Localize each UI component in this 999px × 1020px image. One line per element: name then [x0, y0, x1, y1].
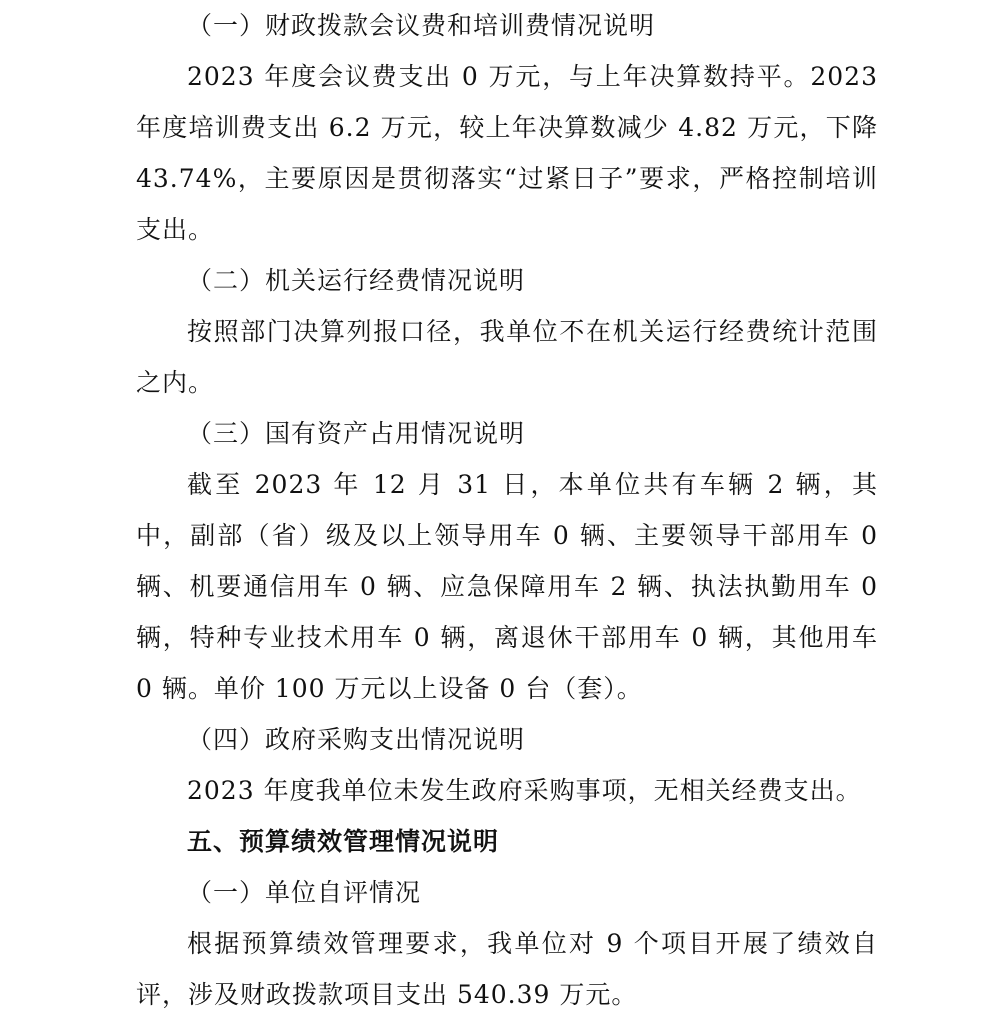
heading-agency-operation: （二）机关运行经费情况说明 — [187, 266, 526, 295]
paragraph-agency-operation: 按照部门决算列报口径，我单位不在机关运行经费统计范围之内。 — [136, 317, 878, 397]
heading-procurement: （四）政府采购支出情况说明 — [187, 725, 526, 754]
heading-state-assets: （三）国有资产占用情况说明 — [187, 419, 526, 448]
paragraph-state-assets: 截至 2023 年 12 月 31 日，本单位共有车辆 2 辆，其中，副部（省）级及以上领导用车 0 辆、主要领导干部用车 0 辆、机要通信用车 0 辆、应急保障用车 2 辆、执法执勤用车 0 辆，特种专业技术用车 0 辆，离退休干部用车 0 辆，其他用车 0 辆。单价 100 万元以上设备 0 台（套）。 — [136, 470, 878, 703]
paragraph-procurement: 2023 年度我单位未发生政府采购事项，无相关经费支出。 — [187, 776, 862, 805]
paragraph-fiscal-meeting-training: 2023 年度会议费支出 0 万元，与上年决算数持平。2023 年度培训费支出 6.2 万元，较上年决算数减少 4.82 万元，下降 43.74%，主要原因是贯彻落实“过紧日子”要求，严格控制培训支出。 — [136, 62, 878, 244]
heading-fiscal-meeting-training: （一）财政拨款会议费和培训费情况说明 — [187, 11, 656, 40]
heading-section-five: 五、预算绩效管理情况说明 — [187, 827, 500, 856]
heading-self-eval: （一）单位自评情况 — [187, 878, 422, 907]
paragraph-self-eval: 根据预算绩效管理要求，我单位对 9 个项目开展了绩效自评，涉及财政拨款项目支出 540.39 万元。 — [136, 929, 878, 1009]
